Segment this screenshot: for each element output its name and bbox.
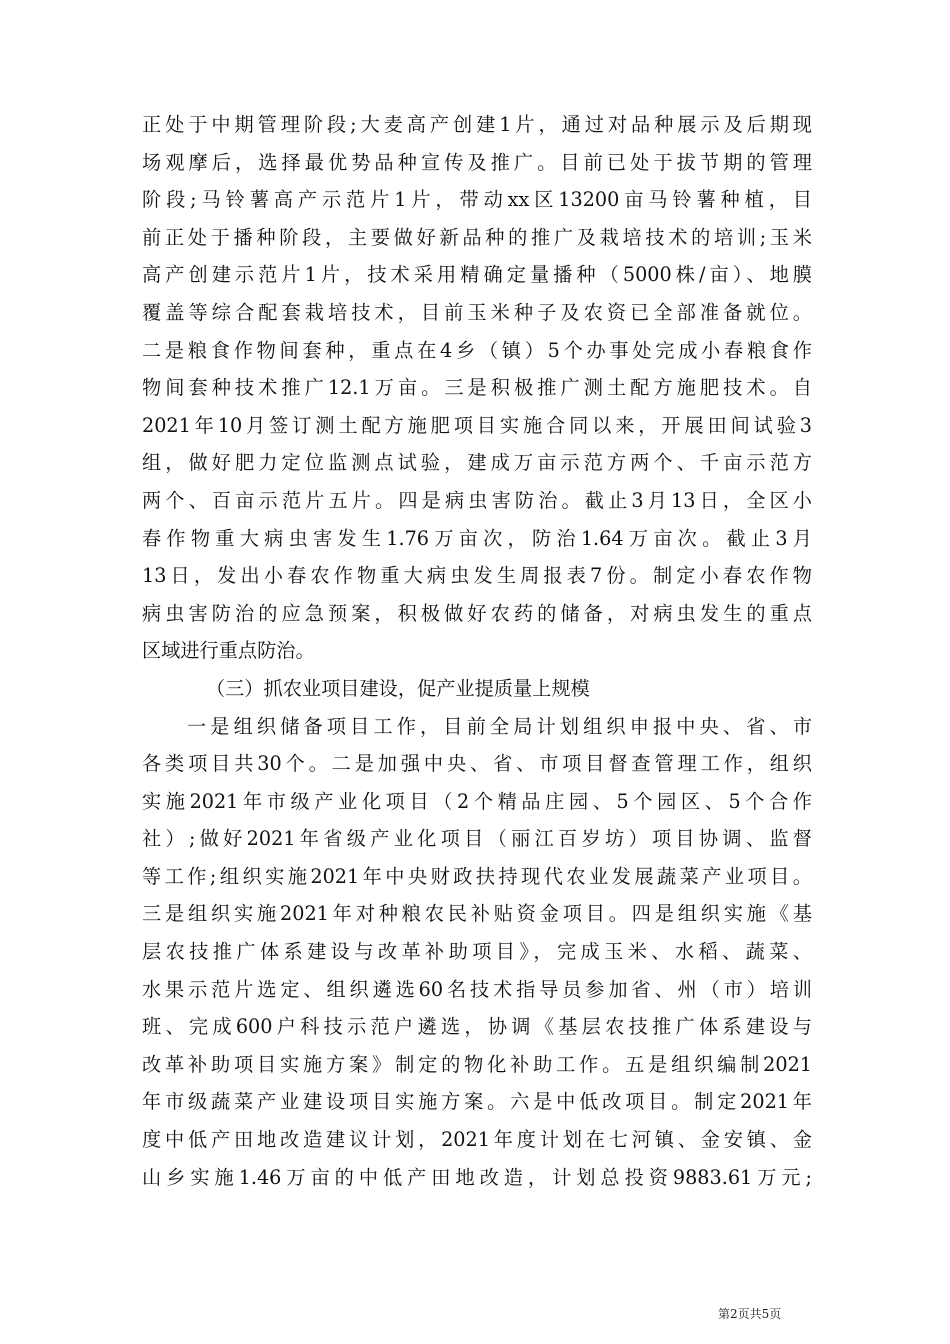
page-number-footer: 第2页共5页 [718,1307,782,1321]
body-line: 2021年10月签订测土配方施肥项目实施合同以来，开展田间试验3 [142,413,812,437]
section-line: 等工作;组织实施2021年中央财政扶持现代农业发展蔬菜产业项目。 [142,864,812,888]
section-line: 山乡实施1.46万亩的中低产田地改造，计划总投资9883.61万元; [142,1165,812,1189]
section-heading: （三）抓农业项目建设，促产业提质量上规模 [206,676,590,700]
section-line: 社）;做好2021年省级产业化项目（丽江百岁坊）项目协调、监督 [142,827,812,851]
body-line: 覆盖等综合配套栽培技术，目前玉米种子及农资已全部准备就位。 [142,300,812,324]
body-line: 二是粮食作物间套种，重点在4乡（镇）5个办事处完成小春粮食作 [142,338,812,362]
body-line: 病虫害防治的应急预案，积极做好农药的储备，对病虫发生的重点 [142,601,812,625]
section-line: 各类项目共30个。二是加强中央、省、市项目督查管理工作，组织 [142,752,812,776]
body-line: 场观摩后，选择最优势品种宣传及推广。目前已处于拔节期的管理 [142,150,812,174]
section-line: 度中低产田地改造建议计划，2021年度计划在七河镇、金安镇、金 [142,1128,812,1152]
section-line: 班、完成600户科技示范户遴选，协调《基层农技推广体系建设与 [142,1015,812,1039]
section-line: 三是组织实施2021年对种粮农民补贴资金项目。四是组织实施《基 [142,902,812,926]
body-line: 正处于中期管理阶段;大麦高产创建1片，通过对品种展示及后期现 [142,113,812,136]
section-line: 年市级蔬菜产业建设项目实施方案。六是中低改项目。制定2021年 [142,1090,812,1114]
body-line: 阶段;马铃薯高产示范片1片，带动xx区13200亩马铃薯种植，目 [142,188,812,212]
document-body [142,106,812,1196]
body-line: 两个、百亩示范片五片。四是病虫害防治。截止3月13日，全区小 [142,488,812,512]
body-line: 13日，发出小春农作物重大病虫发生周报表7份。制定小春农作物 [142,564,812,588]
section-line: 水果示范片选定、组织遴选60名技术指导员参加省、州（市）培训 [142,977,812,1001]
body-line: 前正处于播种阶段，主要做好新品种的推广及栽培技术的培训;玉米 [142,225,812,249]
section-line: 层农技推广体系建设与改革补助项目》，完成玉米、水稻、蔬菜、 [142,940,812,964]
body-line: 物间套种技术推广12.1万亩。三是积极推广测土配方施肥技术。自 [142,376,812,400]
section-line: 实施2021年市级产业化项目（2个精品庄园、5个园区、5个合作 [142,789,812,813]
section-line: 改革补助项目实施方案》制定的物化补助工作。五是组织编制2021 [142,1052,812,1076]
body-line: 春作物重大病虫害发生1.76万亩次，防治1.64万亩次。截止3月 [142,526,812,550]
body-line: 区域进行重点防治。 [142,639,315,663]
body-line: 组，做好肥力定位监测点试验，建成万亩示范方两个、千亩示范方 [142,451,812,475]
body-line: 高产创建示范片1片，技术采用精确定量播种（5000株/亩）、地膜 [142,263,812,287]
section-line: 一是组织储备项目工作，目前全局计划组织申报中央、省、市 [187,714,812,738]
